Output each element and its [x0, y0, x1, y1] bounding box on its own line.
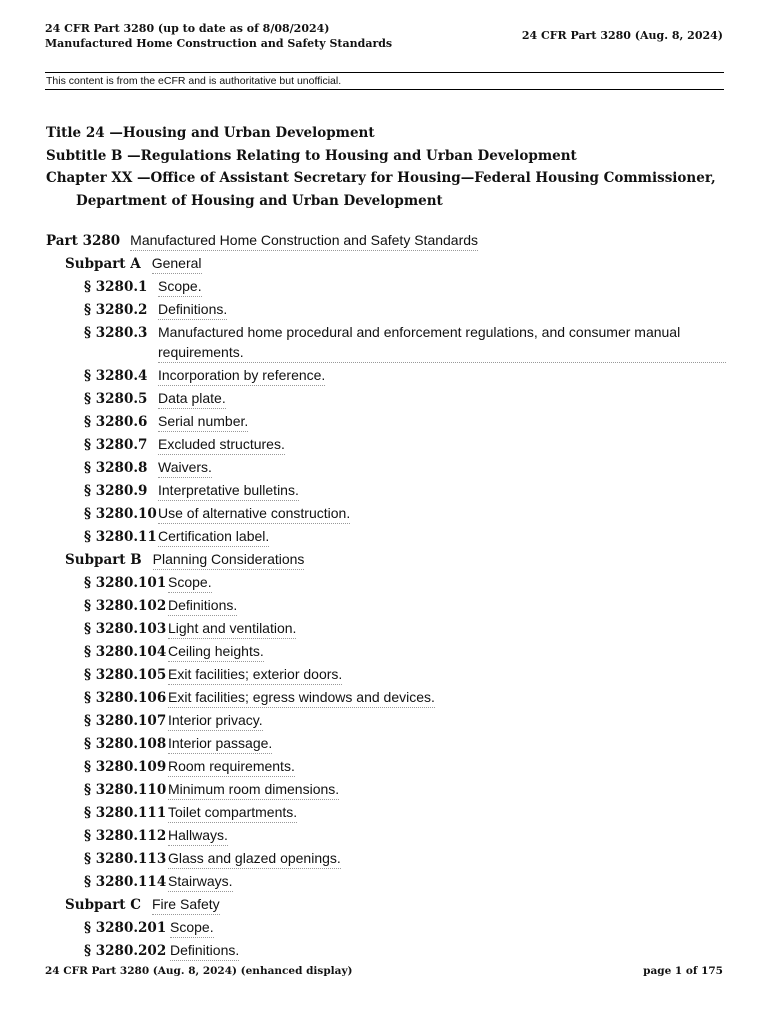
section-link[interactable]: Definitions.: [170, 940, 239, 961]
section-link[interactable]: Scope.: [168, 572, 212, 593]
toc-section: [46, 848, 726, 871]
section-number: § 3280.104: [84, 644, 167, 660]
section-link[interactable]: Exit facilities; exterior doors.: [168, 664, 342, 685]
section-link[interactable]: Waivers.: [158, 457, 212, 478]
footer-document-label: 24 CFR Part 3280 (Aug. 8, 2024) (enhanced display): [45, 965, 353, 977]
section-link[interactable]: Interior passage.: [168, 733, 272, 754]
section-number: § 3280.2: [84, 302, 148, 318]
hierarchy-headings: [46, 122, 726, 212]
toc-subpart-b: [46, 549, 726, 572]
toc-section: [46, 299, 726, 322]
toc-subpart-a: [46, 253, 726, 276]
toc-section: [46, 572, 726, 595]
toc-part: [46, 230, 726, 253]
header-subtitle-line: Manufactured Home Construction and Safety Standards: [45, 37, 393, 50]
toc-section: [46, 917, 726, 940]
section-number: § 3280.8: [84, 460, 148, 476]
toc-section: [46, 322, 726, 365]
section-number: § 3280.102: [84, 598, 167, 614]
section-link[interactable]: Scope.: [170, 917, 214, 938]
toc-section: [46, 595, 726, 618]
section-link[interactable]: Definitions.: [168, 595, 237, 616]
section-number: § 3280.1: [84, 279, 148, 295]
header-title-line: 24 CFR Part 3280 (up to date as of 8/08/2024): [45, 22, 330, 35]
section-link[interactable]: Serial number.: [158, 411, 248, 432]
header-right: 24 CFR Part 3280 (Aug. 8, 2024): [521, 29, 723, 42]
section-number: § 3280.4: [84, 368, 148, 384]
section-number: § 3280.105: [84, 667, 167, 683]
title-heading: Title 24 —Housing and Urban Development: [46, 125, 375, 141]
toc-section: [46, 457, 726, 480]
subtitle-heading: Subtitle B —Regulations Relating to Housing and Urban Development: [46, 147, 577, 164]
section-number: § 3280.202: [84, 943, 167, 959]
running-header: [45, 21, 392, 51]
section-link[interactable]: Certification label.: [158, 526, 269, 547]
toc-section: [46, 276, 726, 299]
section-link[interactable]: Ceiling heights.: [168, 641, 264, 662]
section-number: § 3280.107: [84, 713, 167, 729]
section-number: § 3280.9: [84, 483, 148, 499]
toc-section: [46, 779, 726, 802]
section-link[interactable]: Definitions.: [158, 299, 227, 320]
toc-section: [46, 733, 726, 756]
section-number: § 3280.110: [84, 782, 167, 798]
toc-section: [46, 710, 726, 733]
section-link[interactable]: Interpretative bulletins.: [158, 480, 299, 501]
toc-section: [46, 365, 726, 388]
section-number: § 3280.10: [84, 506, 157, 522]
subpart-label: Subpart B: [65, 552, 142, 568]
footer-page-number: page 1 of 175: [643, 965, 723, 977]
toc-section: [46, 526, 726, 549]
toc-section: [46, 480, 726, 503]
section-link[interactable]: Glass and glazed openings.: [168, 848, 341, 869]
section-number: § 3280.111: [84, 805, 167, 821]
subpart-link[interactable]: General: [152, 253, 202, 274]
subpart-link[interactable]: Planning Considerations: [153, 549, 305, 570]
chapter-heading: Chapter XX —Office of Assistant Secretary for Housing—Federal Housing Commissioner,: [46, 170, 716, 186]
toc-section: [46, 756, 726, 779]
section-number: § 3280.108: [84, 736, 167, 752]
section-number: § 3280.113: [84, 851, 167, 867]
section-number: § 3280.11: [84, 529, 157, 545]
toc-section: [46, 503, 726, 526]
section-number: § 3280.106: [84, 690, 167, 706]
toc-section: [46, 434, 726, 457]
toc-section: [46, 641, 726, 664]
subpart-label: Subpart C: [65, 897, 141, 913]
section-number: § 3280.103: [84, 621, 167, 637]
section-link[interactable]: Minimum room dimensions.: [168, 779, 339, 800]
toc-section: [46, 871, 726, 894]
toc-subpart-c: [46, 894, 726, 917]
toc-section: [46, 618, 726, 641]
toc-section: [46, 664, 726, 687]
section-number: § 3280.6: [84, 414, 148, 430]
subpart-label: Subpart A: [65, 256, 141, 272]
section-link[interactable]: Room requirements.: [168, 756, 295, 777]
section-link[interactable]: Hallways.: [168, 825, 228, 846]
section-number: § 3280.7: [84, 437, 148, 453]
section-link[interactable]: Toilet compartments.: [168, 802, 297, 823]
toc-section: [46, 940, 726, 963]
section-number: § 3280.101: [84, 575, 167, 591]
section-link[interactable]: Interior privacy.: [168, 710, 263, 731]
toc-section: [46, 825, 726, 848]
section-number: § 3280.112: [84, 828, 167, 844]
toc-section: [46, 802, 726, 825]
section-link[interactable]: Exit facilities; egress windows and devices.: [168, 687, 435, 708]
part-label: Part 3280: [46, 233, 121, 249]
section-number: § 3280.114: [84, 874, 167, 890]
part-link[interactable]: Manufactured Home Construction and Safety Standards: [130, 230, 478, 251]
table-of-contents: [46, 230, 726, 963]
subpart-link[interactable]: Fire Safety: [152, 894, 220, 915]
section-link[interactable]: Use of alternative construction.: [158, 503, 350, 524]
section-link[interactable]: Excluded structures.: [158, 434, 285, 455]
section-number: § 3280.109: [84, 759, 167, 775]
section-link[interactable]: Stairways.: [168, 871, 233, 892]
section-link[interactable]: Light and ventilation.: [168, 618, 296, 639]
chapter-heading-continued: Department of Housing and Urban Development: [76, 192, 443, 209]
section-link[interactable]: Manufactured home procedural and enforcement regulations, and consumer manual requirements.: [158, 322, 726, 363]
disclaimer-notice: This content is from the eCFR and is authoritative but unofficial.: [45, 72, 724, 90]
section-link[interactable]: Data plate.: [158, 388, 226, 409]
section-number: § 3280.201: [84, 920, 167, 936]
section-link[interactable]: Scope.: [158, 276, 202, 297]
section-number: § 3280.5: [84, 391, 148, 407]
toc-section: [46, 687, 726, 710]
toc-section: [46, 388, 726, 411]
section-number: § 3280.3: [84, 325, 148, 341]
toc-section: [46, 411, 726, 434]
section-link[interactable]: Incorporation by reference.: [158, 365, 325, 386]
